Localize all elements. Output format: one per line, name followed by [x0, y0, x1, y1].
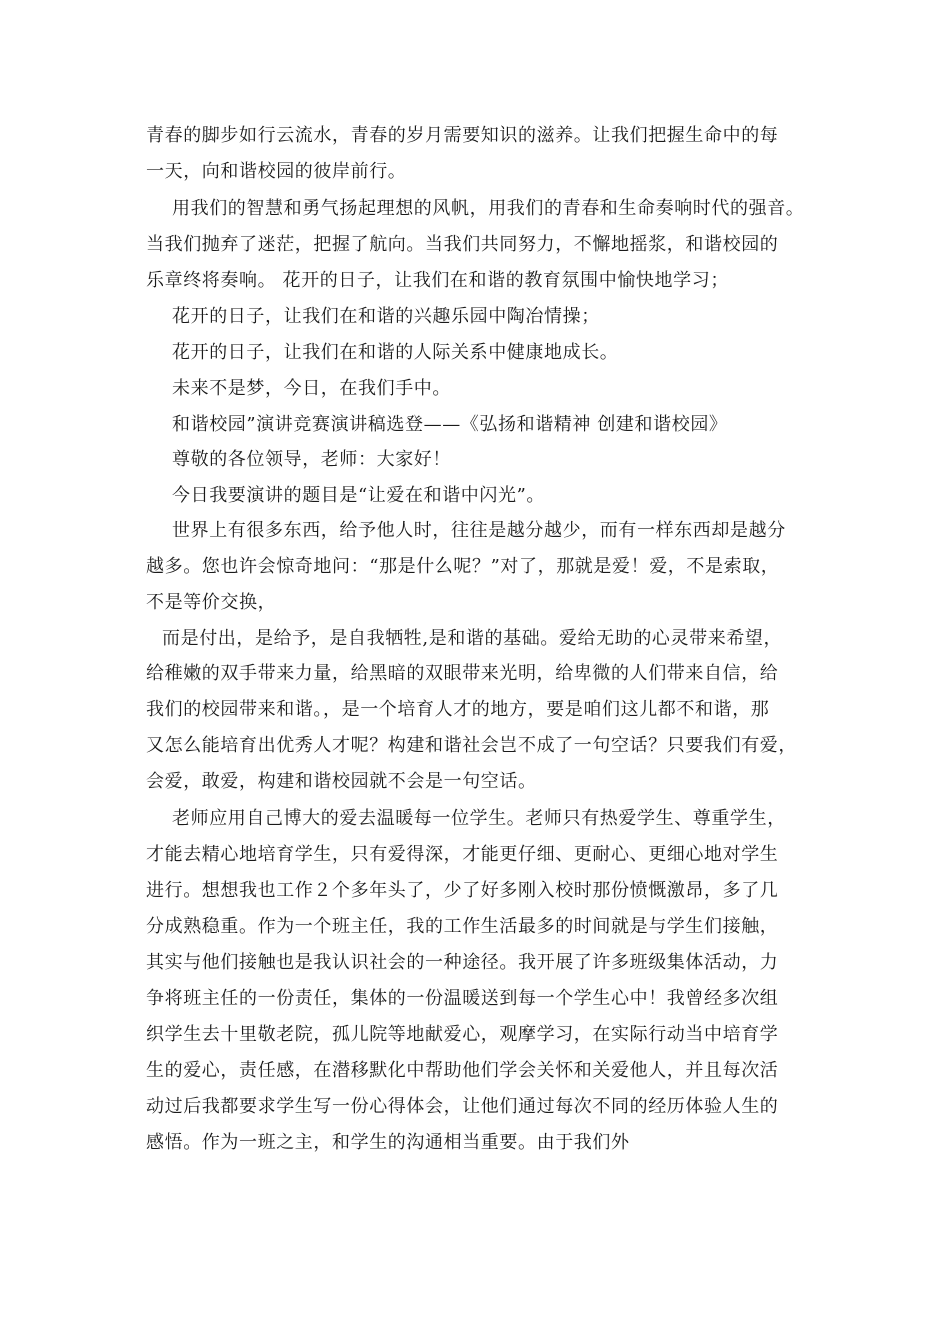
text-line: 世界上有很多东西，给予他人时，往往是越分越少，而有一样东西却是越分 [172, 520, 786, 541]
text-line: 又怎么能培育出优秀人才呢？构建和谐社会岂不成了一句空话？只要我们有爱， [146, 735, 797, 756]
text-line: 花开的日子，让我们在和谐的兴趣乐园中陶冶情操； [172, 306, 600, 327]
text-line: 一天，向和谐校园的彼岸前行。 [146, 161, 407, 182]
text-line: 而是付出，是给予，是自我牺牲,是和谐的基础。爱给无助的心灵带来希望， [162, 628, 783, 649]
text-line: 今日我要演讲的题目是“让爱在和谐中闪光”。 [172, 485, 546, 506]
text-line: 动过后我都要求学生写一份心得体会，让他们通过每次不同的经历体验人生的 [146, 1096, 779, 1117]
text-line: 用我们的智慧和勇气扬起理想的风帆，用我们的青春和生命奏响时代的强音。 [172, 198, 805, 219]
text-line: 分成熟稳重。作为一个班主任，我的工作生活最多的时间就是与学生们接触， [146, 916, 779, 937]
text-line: 当我们抛弃了迷茫，把握了航向。当我们共同努力，不懈地摇浆，和谐校园的 [146, 234, 779, 255]
text-line: 和谐校园”演讲竞赛演讲稿选登——《弘扬和谐精神 创建和谐校园》 [172, 414, 728, 435]
text-line: 生的爱心，责任感，在潜移默化中帮助他们学会关怀和关爱他人，并且每次活 [146, 1060, 779, 1081]
text-line: 乐章终将奏响。 花开的日子，让我们在和谐的教育氛围中愉快地学习； [146, 270, 729, 291]
text-line: 其实与他们接触也是我认识社会的一种途径。我开展了许多班级集体活动，力 [146, 952, 779, 973]
text-line: 我们的校园带来和谐。，是一个培育人才的地方，要是咱们这儿都不和谐，那 [146, 699, 770, 720]
text-line: 花开的日子，让我们在和谐的人际关系中健康地成长。 [172, 342, 619, 363]
text-line: 尊敬的各位领导，老师：大家好！ [172, 449, 451, 470]
text-line: 未来不是梦，今日，在我们手中。 [172, 378, 451, 399]
text-line: 老师应用自己博大的爱去温暖每一位学生。老师只有热爱学生、尊重学生， [172, 808, 786, 829]
text-line: 织学生去十里敬老院，孤儿院等地献爱心，观摩学习，在实际行动当中培育学 [146, 1024, 779, 1045]
text-line: 给稚嫩的双手带来力量，给黑暗的双眼带来光明，给卑微的人们带来自信，给 [146, 663, 779, 684]
text-line: 会爱，敢爱，构建和谐校园就不会是一句空话。 [146, 771, 537, 792]
text-line: 感悟。作为一班之主，和学生的沟通相当重要。由于我们外 [146, 1132, 630, 1153]
text-line: 才能去精心地培育学生，只有爱得深，才能更仔细、更耐心、更细心地对学生 [146, 844, 779, 865]
text-line: 进行。想想我也工作２个多年头了，少了好多刚入校时那份愤慨激昂，多了几 [146, 880, 779, 901]
text-line: 青春的脚步如行云流水，青春的岁月需要知识的滋养。让我们把握生命中的每 [146, 125, 779, 146]
text-line: 不是等价交换， [146, 592, 277, 613]
text-line: 争将班主任的一份责任，集体的一份温暖送到每一个学生心中！我曾经多次组 [146, 988, 779, 1009]
text-line: 越多。您也许会惊奇地问：“那是什么呢？”对了，那就是爱！爱，不是索取， [146, 556, 780, 577]
